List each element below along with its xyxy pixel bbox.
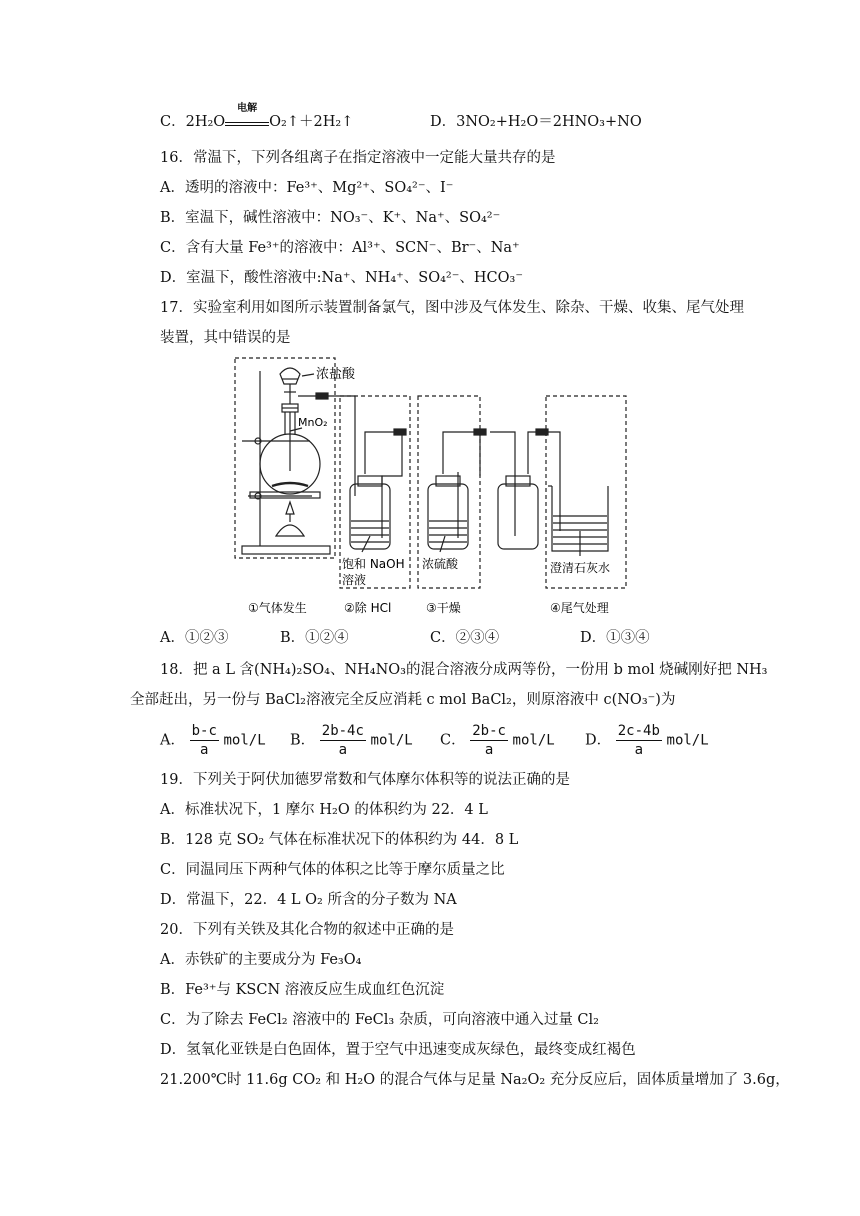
chlorine-apparatus-figure — [230, 356, 630, 624]
q16-option-b: B．室温下，碱性溶液中：NO₃⁻、K⁺、Na⁺、SO₄²⁻ — [160, 210, 501, 226]
caption-tail-gas: ④尾气处理 — [550, 601, 609, 615]
q18-option-d-fraction — [616, 722, 662, 759]
q15-option-d: D．3NO₂+H₂O＝2HNO₃+NO — [430, 114, 642, 130]
q17-stem-2: 装置，其中错误的是 — [160, 330, 291, 346]
q20-stem: 20．下列有关铁及其化合物的叙述中正确的是 — [160, 922, 454, 938]
q18-option-d — [585, 722, 709, 759]
q17-option-d: D．①③④ — [580, 630, 650, 646]
caption-remove-hcl: ②除 HCl — [344, 601, 392, 615]
q16-option-c: C．含有大量 Fe³⁺的溶液中：Al³⁺、SCN⁻、Br⁻、Na⁺ — [160, 240, 520, 256]
q18-option-a-unit: mol/L — [223, 732, 266, 749]
box-tail-gas — [546, 396, 626, 588]
q18-option-b-unit: mol/L — [370, 732, 413, 749]
q17-option-a: A．①②③ — [160, 630, 229, 646]
q19-option-b: B．128 克 SO₂ 气体在标准状况下的体积约为 44．8 L — [160, 832, 519, 848]
q17-stem-1: 17．实验室利用如图所示装置制备氯气，图中涉及气体发生、除杂、干燥、收集、尾气处理 — [160, 300, 744, 316]
q18-option-d-label: D． — [585, 732, 612, 749]
q18-option-b-denominator: a — [338, 742, 348, 758]
q18-option-c-denominator: a — [484, 742, 494, 758]
q17-option-c: C．②③④ — [430, 630, 500, 646]
q18-option-d-denominator: a — [634, 742, 644, 758]
q18-option-a-fraction — [190, 722, 219, 759]
caption-drying: ③干燥 — [426, 601, 461, 615]
q18-option-b-numerator: 2b-4c — [321, 723, 364, 739]
q17-option-b: B．①②④ — [280, 630, 349, 646]
q18-option-c — [440, 722, 555, 759]
q15-option-c-lhs: C．2H₂O — [160, 114, 226, 130]
electrolysis-arrow — [225, 103, 269, 126]
q19-option-d: D．常温下，22．4 L O₂ 所含的分子数为 NA — [160, 892, 457, 908]
q21-stem: 21.200℃时 11.6g CO₂ 和 H₂O 的混合气体与足量 Na₂O₂ 充分反应后，固体质量增加了 3.6g， — [160, 1072, 790, 1088]
q18-option-d-numerator: 2c-4b — [617, 723, 660, 739]
label-naoh-line2: 溶液 — [342, 573, 367, 587]
q15-option-c-rhs: O₂↑＋2H₂↑ — [269, 114, 354, 130]
electrolysis-label: 电解 — [237, 103, 258, 114]
q19-option-a: A．标准状况下，1 摩尔 H₂O 的体积约为 22．4 L — [160, 802, 488, 818]
q18-option-a-label: A． — [160, 732, 185, 749]
caption-gas-generation: ①气体发生 — [248, 601, 307, 615]
label-naoh-line1: 饱和 NaOH — [342, 557, 405, 571]
q18-stem-1: 18．把 a L 含(NH₄)₂SO₄、NH₄NO₃的混合溶液分成两等份，一份用 b mol 烧碱刚好把 NH₃ — [160, 662, 768, 678]
q18-option-b — [290, 722, 413, 759]
q18-option-a — [160, 722, 266, 759]
q16-option-a: A．透明的溶液中：Fe³⁺、Mg²⁺、SO₄²⁻、I⁻ — [160, 180, 454, 196]
label-lime-water: 澄清石灰水 — [550, 561, 611, 575]
q18-option-c-unit: mol/L — [512, 732, 555, 749]
q18-stem-2: 全部赶出，另一份与 BaCl₂溶液完全反应消耗 c mol BaCl₂，则原溶液中 c(NO₃⁻)为 — [130, 692, 676, 708]
q16-option-d: D．室温下，酸性溶液中:Na⁺、NH₄⁺、SO₄²⁻、HCO₃⁻ — [160, 270, 523, 286]
label-conc-hcl: 浓盐酸 — [316, 367, 356, 382]
label-mno2: MnO₂ — [298, 416, 328, 429]
q18-option-a-numerator: b-c — [191, 723, 217, 739]
label-conc-h2so4: 浓硫酸 — [422, 557, 459, 571]
q20-option-d: D．氢氧化亚铁是白色固体，置于空气中迅速变成灰绿色，最终变成红褐色 — [160, 1042, 636, 1058]
q18-option-b-fraction — [320, 722, 366, 759]
q16-stem: 16．常温下，下列各组离子在指定溶液中一定能大量共存的是 — [160, 150, 556, 166]
q18-option-b-label: B． — [290, 732, 316, 749]
q19-option-c: C．同温同压下两种气体的体积之比等于摩尔质量之比 — [160, 862, 505, 878]
q18-option-d-unit: mol/L — [666, 732, 709, 749]
q20-option-a: A．赤铁矿的主要成分为 Fe₃O₄ — [160, 952, 362, 968]
q20-option-b: B．Fe³⁺与 KSCN 溶液反应生成血红色沉淀 — [160, 982, 445, 998]
q18-option-a-denominator: a — [200, 742, 209, 758]
q18-option-c-label: C． — [440, 732, 466, 749]
q18-option-c-fraction — [470, 722, 508, 759]
q18-option-c-numerator: 2b-c — [472, 723, 506, 739]
q15-option-c — [160, 103, 354, 132]
q19-stem: 19．下列关于阿伏加德罗常数和气体摩尔体积等的说法正确的是 — [160, 772, 570, 788]
q20-option-c: C．为了除去 FeCl₂ 溶液中的 FeCl₃ 杂质，可向溶液中通入过量 Cl₂ — [160, 1012, 599, 1028]
